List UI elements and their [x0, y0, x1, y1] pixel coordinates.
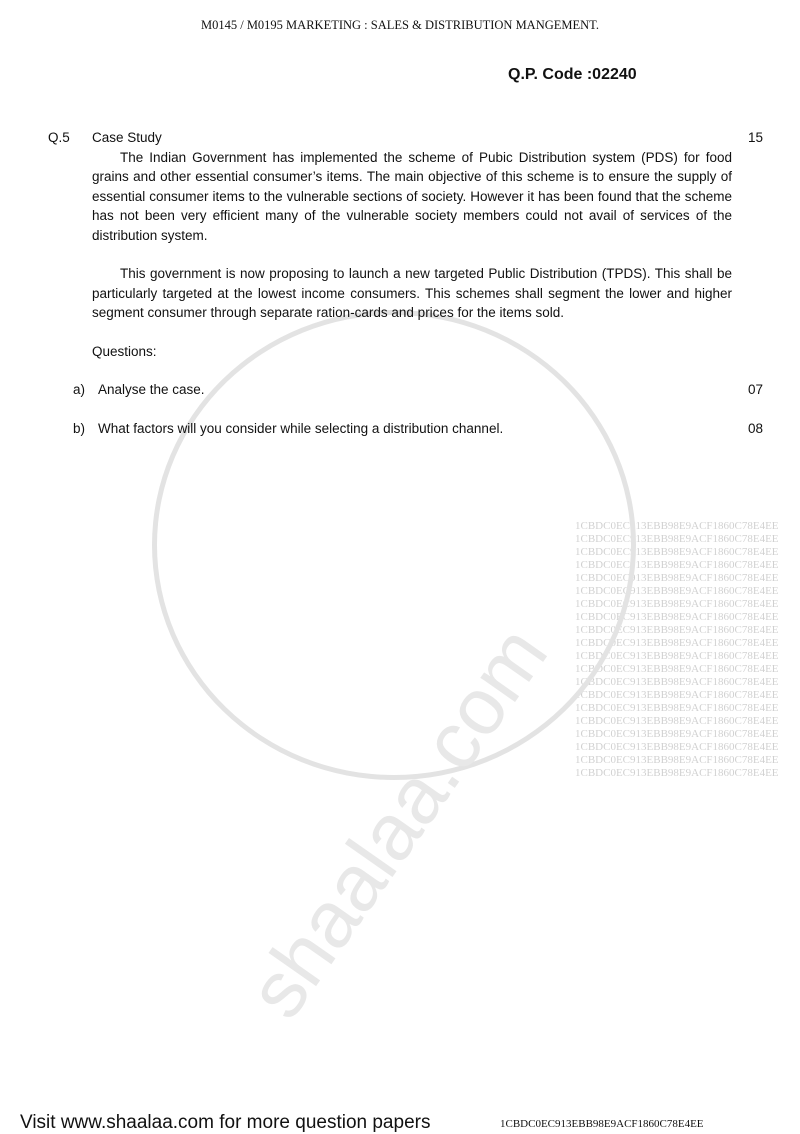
- question-body: [48, 128, 763, 438]
- qp-code: Q.P. Code :02240: [508, 66, 637, 83]
- watermark-line: 1CBDC0EC913EBB98E9ACF1860C78E4EE: [575, 650, 779, 662]
- watermark-line: 1CBDC0EC913EBB98E9ACF1860C78E4EE: [575, 624, 779, 636]
- footer-visit-link[interactable]: Visit www.shaalaa.com for more question papers: [20, 1112, 431, 1133]
- question-title: Case Study: [92, 130, 162, 145]
- watermark-line: 1CBDC0EC913EBB98E9ACF1860C78E4EE: [575, 585, 779, 597]
- watermark-line: 1CBDC0EC913EBB98E9ACF1860C78E4EE: [575, 559, 779, 571]
- watermark-logo: shaalaa.com: [230, 610, 564, 1034]
- case-paragraph-2: This government is now proposing to launch a new targeted Public Distribution (TPDS). This shall be particularly targeted at the lowest income consumers. This schemes shall segment the lower and higher segment consumer through separate ration-cards and prices for the items sold.: [92, 266, 732, 320]
- watermark-line: 1CBDC0EC913EBB98E9ACF1860C78E4EE: [575, 715, 779, 727]
- watermark-line: 1CBDC0EC913EBB98E9ACF1860C78E4EE: [575, 546, 779, 558]
- subquestion-b-label: b): [73, 420, 86, 436]
- subquestion-b-marks: 08: [747, 420, 763, 436]
- watermark-line: 1CBDC0EC913EBB98E9ACF1860C78E4EE: [575, 533, 779, 545]
- subquestion-a-text: Analyse the case.: [98, 382, 205, 397]
- watermark-line: 1CBDC0EC913EBB98E9ACF1860C78E4EE: [575, 754, 779, 766]
- subquestion-b: [48, 419, 763, 439]
- subquestion-b-text: What factors will you consider while selecting a distribution channel.: [98, 420, 504, 436]
- paper-header: M0145 / M0195 MARKETING : SALES & DISTRIBUTION MANGEMENT.: [200, 18, 600, 32]
- watermark-line: 1CBDC0EC913EBB98E9ACF1860C78E4EE: [575, 702, 779, 714]
- watermark-line: 1CBDC0EC913EBB98E9ACF1860C78E4EE: [575, 676, 779, 688]
- watermark-line: 1CBDC0EC913EBB98E9ACF1860C78E4EE: [575, 767, 779, 779]
- watermark-line: 1CBDC0EC913EBB98E9ACF1860C78E4EE: [575, 520, 779, 532]
- watermark-line: 1CBDC0EC913EBB98E9ACF1860C78E4EE: [575, 728, 779, 740]
- question-marks: 15: [747, 130, 763, 145]
- watermark-line: 1CBDC0EC913EBB98E9ACF1860C78E4EE: [575, 741, 779, 753]
- watermark-line: 1CBDC0EC913EBB98E9ACF1860C78E4EE: [575, 637, 779, 649]
- question-heading-row: [48, 128, 763, 148]
- subquestion-a: [48, 380, 763, 400]
- questions-label: Questions:: [92, 343, 157, 359]
- watermark-line: 1CBDC0EC913EBB98E9ACF1860C78E4EE: [575, 689, 779, 701]
- watermark-line: 1CBDC0EC913EBB98E9ACF1860C78E4EE: [575, 611, 779, 623]
- watermark-line: 1CBDC0EC913EBB98E9ACF1860C78E4EE: [575, 598, 779, 610]
- watermark-line: 1CBDC0EC913EBB98E9ACF1860C78E4EE: [575, 663, 779, 675]
- subquestion-a-marks: 07: [747, 382, 763, 397]
- watermark-line: 1CBDC0EC913EBB98E9ACF1860C78E4EE: [575, 572, 779, 584]
- subquestion-a-label: a): [73, 382, 86, 397]
- case-paragraph-1: The Indian Government has implemented the scheme of Pubic Distribution system (PDS) for food grains and other essential consumer’s items. The main objective of this scheme is to ensure the supply of essential consumer items to the vulnerable sections of society. However it has been found that the scheme has not been very efficient many of the vulnerable society members could not avail of services of the distribution system.: [92, 149, 732, 243]
- question-number: Q.5: [48, 130, 70, 145]
- footer-code: 1CBDC0EC913EBB98E9ACF1860C78E4EE: [500, 1118, 704, 1130]
